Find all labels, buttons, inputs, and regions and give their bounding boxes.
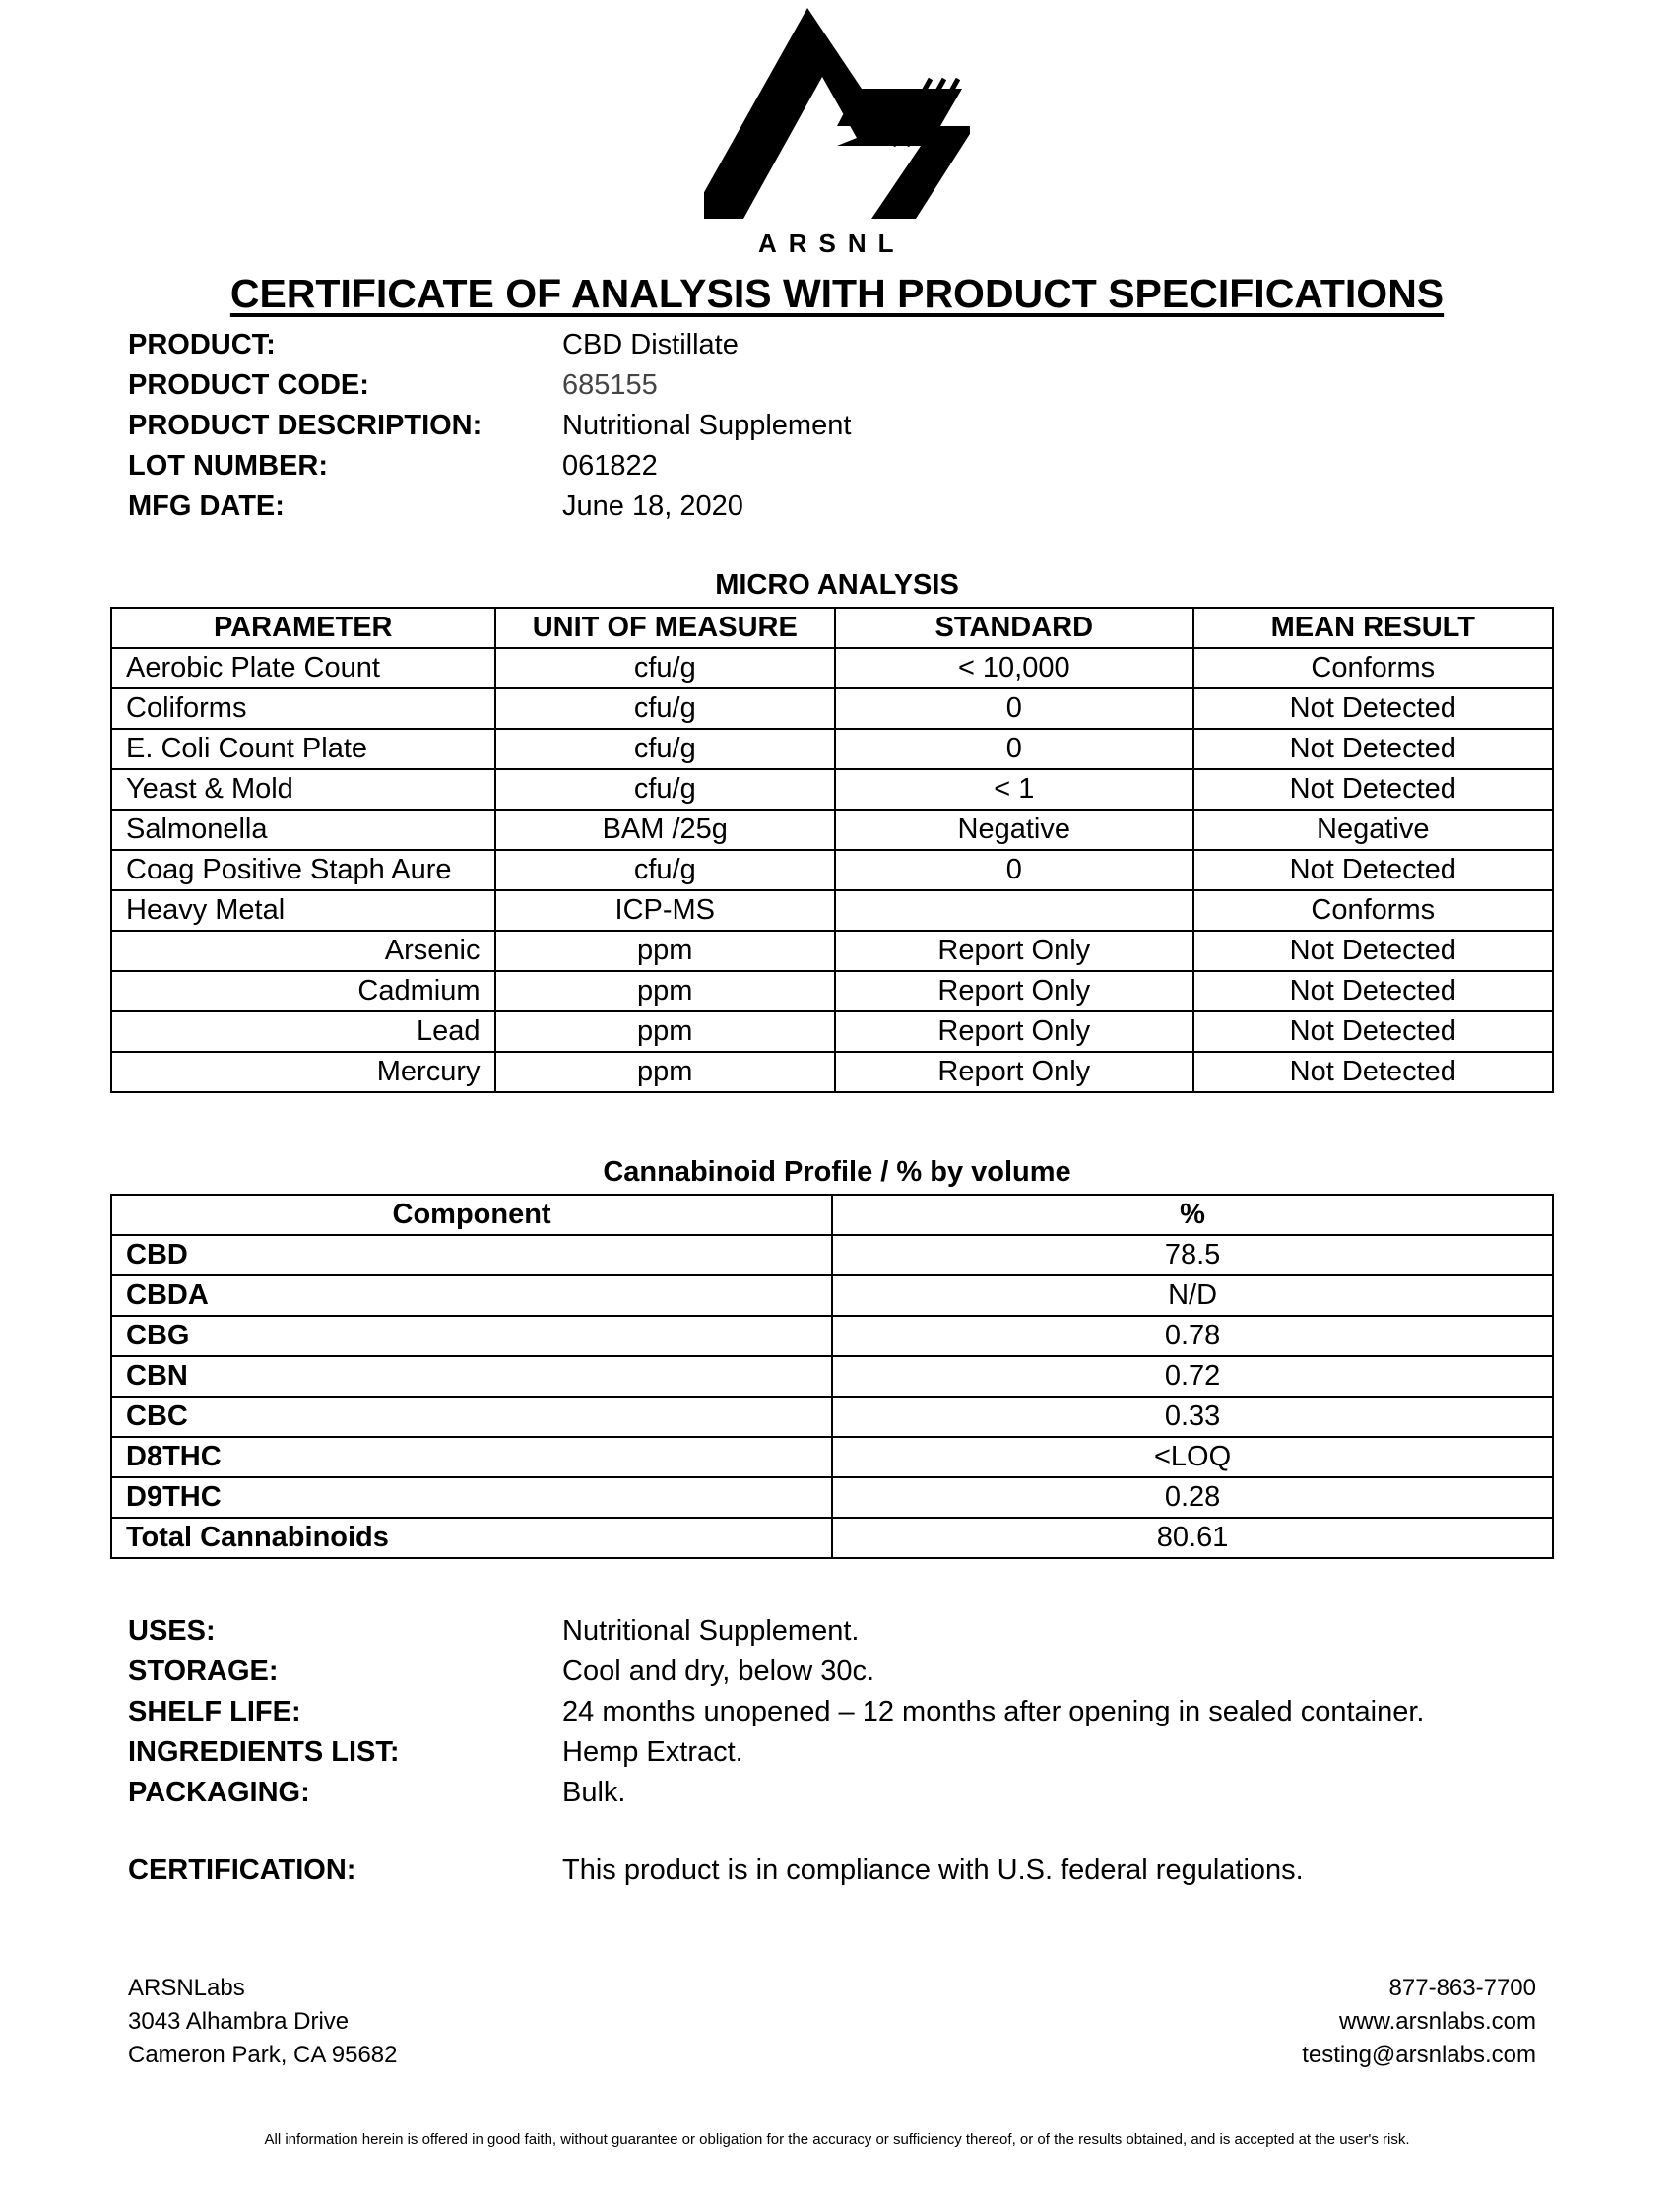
- column-header-parameter: PARAMETER: [111, 608, 495, 648]
- spec-row-shelf-life: [128, 1692, 1556, 1732]
- info-value: Nutritional Supplement: [562, 410, 852, 441]
- info-label: MFG DATE:: [128, 490, 285, 522]
- parameter-cell: Coag Positive Staph Aure: [111, 850, 495, 890]
- percent-cell: 78.5: [832, 1235, 1553, 1275]
- street-address: 3043 Alhambra Drive: [128, 2008, 350, 2035]
- certification-label: CERTIFICATION:: [128, 1854, 356, 1886]
- result-cell: Not Detected: [1193, 729, 1553, 769]
- standard-cell: 0: [835, 688, 1193, 729]
- spec-row-uses: [128, 1611, 1556, 1652]
- component-cell: D9THC: [111, 1477, 832, 1518]
- parameter-cell: Mercury: [111, 1052, 495, 1092]
- spec-value: Bulk.: [562, 1777, 626, 1808]
- info-row-product-code: [128, 365, 1556, 406]
- component-cell: D8THC: [111, 1437, 832, 1477]
- spec-value: 24 months unopened – 12 months after opening in sealed container.: [562, 1696, 1425, 1727]
- result-cell: Conforms: [1193, 890, 1553, 931]
- table-row: [111, 1011, 1553, 1052]
- document-title: CERTIFICATE OF ANALYSIS WITH PRODUCT SPECIFICATIONS: [229, 271, 1445, 316]
- standard-cell: < 10,000: [835, 648, 1193, 688]
- spec-label: SHELF LIFE:: [128, 1696, 301, 1727]
- table-row: [111, 1235, 1553, 1275]
- table-row: [111, 688, 1553, 729]
- table-row: [111, 1275, 1553, 1316]
- info-label: PRODUCT DESCRIPTION:: [128, 410, 483, 441]
- unit-cell: ICP-MS: [495, 890, 836, 931]
- certification-row: [128, 1854, 1304, 1887]
- phone-number: 877-863-7700: [1388, 1975, 1536, 2001]
- info-value: June 18, 2020: [562, 490, 743, 522]
- info-row-lot-number: [128, 446, 1556, 487]
- cannabinoid-profile-table: [110, 1194, 1554, 1559]
- certification-value: This product is in compliance with U.S. federal regulations.: [562, 1854, 1304, 1886]
- info-label: PRODUCT:: [128, 329, 276, 360]
- column-header-percent: %: [832, 1195, 1553, 1235]
- product-info: [128, 325, 1556, 527]
- unit-cell: ppm: [495, 1011, 836, 1052]
- percent-cell: 0.28: [832, 1477, 1553, 1518]
- standard-cell: Report Only: [835, 931, 1193, 971]
- table-row: [111, 729, 1553, 769]
- logo-text: ARSNL: [758, 228, 906, 258]
- table-row: [111, 769, 1553, 810]
- disclaimer: All information herein is offered in good faith, without guarantee or obligation for the accuracy or sufficiency thereof, or of the results obtained, and is accepted at the user's risk.: [264, 2131, 1410, 2148]
- info-value: 061822: [562, 450, 658, 482]
- city-state-zip: Cameron Park, CA 95682: [128, 2042, 398, 2068]
- standard-cell: Negative: [835, 810, 1193, 850]
- standard-cell: [835, 890, 1193, 931]
- result-cell: Not Detected: [1193, 850, 1553, 890]
- standard-cell: Report Only: [835, 1052, 1193, 1092]
- component-cell: CBG: [111, 1316, 832, 1356]
- column-header-mean-result: MEAN RESULT: [1193, 608, 1553, 648]
- info-label: LOT NUMBER:: [128, 450, 328, 482]
- table-row: [111, 1316, 1553, 1356]
- spec-value: Nutritional Supplement.: [562, 1615, 860, 1647]
- unit-cell: cfu/g: [495, 729, 836, 769]
- info-label: PRODUCT CODE:: [128, 369, 369, 401]
- result-cell: Not Detected: [1193, 769, 1553, 810]
- website: www.arsnlabs.com: [1338, 2008, 1536, 2035]
- spec-value: Hemp Extract.: [562, 1736, 743, 1768]
- company-contact: [1302, 1972, 1536, 2072]
- standard-cell: Report Only: [835, 1011, 1193, 1052]
- percent-cell: <LOQ: [832, 1437, 1553, 1477]
- table-row: [111, 648, 1553, 688]
- column-header-unit: UNIT OF MEASURE: [495, 608, 836, 648]
- unit-cell: cfu/g: [495, 769, 836, 810]
- parameter-cell: Aerobic Plate Count: [111, 648, 495, 688]
- table-row: [111, 1477, 1553, 1518]
- micro-analysis-table: [110, 607, 1554, 1093]
- parameter-cell: Yeast & Mold: [111, 769, 495, 810]
- parameter-cell: E. Coli Count Plate: [111, 729, 495, 769]
- parameter-cell: Salmonella: [111, 810, 495, 850]
- result-cell: Conforms: [1193, 648, 1553, 688]
- arsnl-logo: [704, 8, 970, 254]
- table-row: [111, 1052, 1553, 1092]
- unit-cell: cfu/g: [495, 688, 836, 729]
- result-cell: Not Detected: [1193, 971, 1553, 1011]
- unit-cell: cfu/g: [495, 648, 836, 688]
- spec-label: USES:: [128, 1615, 216, 1647]
- unit-cell: cfu/g: [495, 850, 836, 890]
- table-header-row: [111, 608, 1553, 648]
- info-value: 685155: [562, 369, 658, 401]
- cannabinoid-profile-title: Cannabinoid Profile / % by volume: [603, 1156, 1071, 1188]
- unit-cell: ppm: [495, 931, 836, 971]
- company-address: [128, 1972, 397, 2072]
- info-row-product: [128, 325, 1556, 365]
- percent-cell: 80.61: [832, 1518, 1553, 1558]
- table-row: [111, 1356, 1553, 1397]
- percent-cell: 0.72: [832, 1356, 1553, 1397]
- table-row: [111, 810, 1553, 850]
- result-cell: Not Detected: [1193, 931, 1553, 971]
- info-row-product-description: [128, 406, 1556, 446]
- email: testing@arsnlabs.com: [1302, 2042, 1536, 2068]
- spec-label: PACKAGING:: [128, 1777, 310, 1808]
- table-row: [111, 1518, 1553, 1558]
- product-specifications: [128, 1611, 1556, 1813]
- standard-cell: < 1: [835, 769, 1193, 810]
- table-row: [111, 850, 1553, 890]
- table-header-row: [111, 1195, 1553, 1235]
- spec-row-ingredients: [128, 1732, 1556, 1773]
- micro-analysis-title: MICRO ANALYSIS: [715, 569, 959, 601]
- table-row: [111, 890, 1553, 931]
- unit-cell: BAM /25g: [495, 810, 836, 850]
- component-cell: CBDA: [111, 1275, 832, 1316]
- company-name: ARSNLabs: [128, 1975, 245, 2001]
- unit-cell: ppm: [495, 1052, 836, 1092]
- spec-label: INGREDIENTS LIST:: [128, 1736, 400, 1768]
- result-cell: Not Detected: [1193, 688, 1553, 729]
- spec-row-storage: [128, 1652, 1556, 1692]
- info-row-mfg-date: [128, 487, 1556, 527]
- parameter-cell: Heavy Metal: [111, 890, 495, 931]
- component-cell: CBD: [111, 1235, 832, 1275]
- table-row: [111, 931, 1553, 971]
- table-row: [111, 971, 1553, 1011]
- standard-cell: 0: [835, 729, 1193, 769]
- parameter-cell: Cadmium: [111, 971, 495, 1011]
- table-row: [111, 1437, 1553, 1477]
- spec-value: Cool and dry, below 30c.: [562, 1656, 875, 1687]
- parameter-cell: Arsenic: [111, 931, 495, 971]
- percent-cell: N/D: [832, 1275, 1553, 1316]
- result-cell: Not Detected: [1193, 1011, 1553, 1052]
- component-cell: Total Cannabinoids: [111, 1518, 832, 1558]
- info-value: CBD Distillate: [562, 329, 739, 360]
- standard-cell: 0: [835, 850, 1193, 890]
- result-cell: Negative: [1193, 810, 1553, 850]
- percent-cell: 0.78: [832, 1316, 1553, 1356]
- parameter-cell: Coliforms: [111, 688, 495, 729]
- parameter-cell: Lead: [111, 1011, 495, 1052]
- column-header-standard: STANDARD: [835, 608, 1193, 648]
- standard-cell: Report Only: [835, 971, 1193, 1011]
- result-cell: Not Detected: [1193, 1052, 1553, 1092]
- component-cell: CBN: [111, 1356, 832, 1397]
- table-row: [111, 1397, 1553, 1437]
- unit-cell: ppm: [495, 971, 836, 1011]
- spec-row-packaging: [128, 1773, 1556, 1813]
- percent-cell: 0.33: [832, 1397, 1553, 1437]
- spec-label: STORAGE:: [128, 1656, 279, 1687]
- component-cell: CBC: [111, 1397, 832, 1437]
- column-header-component: Component: [111, 1195, 832, 1235]
